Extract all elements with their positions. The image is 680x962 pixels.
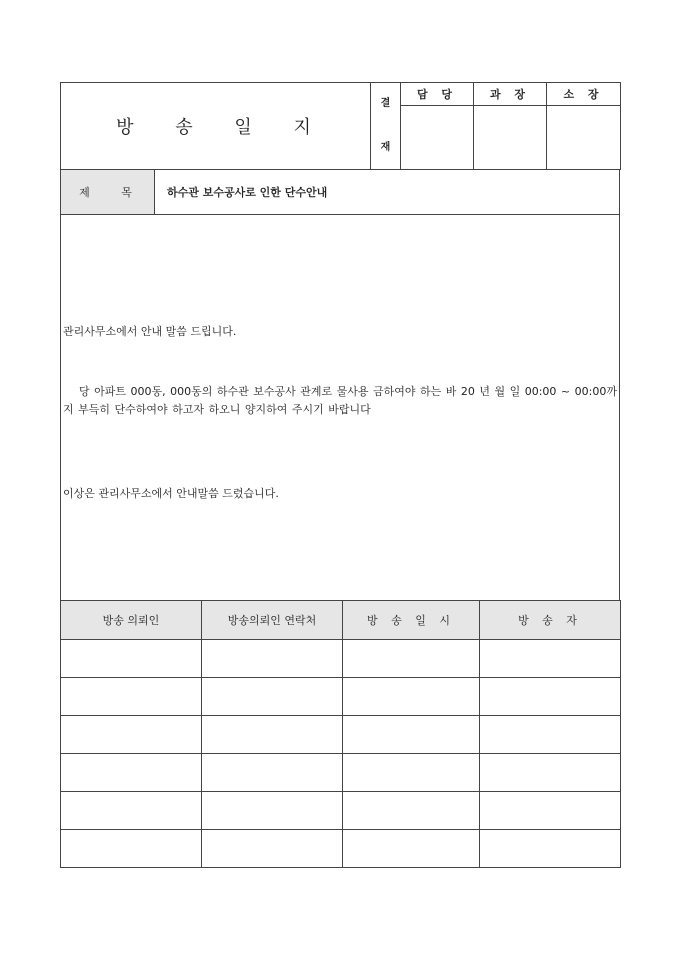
approver-manager-label: 과 장 bbox=[474, 83, 547, 106]
requester-contact-cell[interactable] bbox=[202, 754, 343, 792]
approver-manager-sign-box[interactable] bbox=[474, 106, 547, 170]
approver-staff-sign-box[interactable] bbox=[401, 106, 474, 170]
requester-contact-cell[interactable] bbox=[202, 716, 343, 754]
notice-text: 당 아파트 000동, 000동의 하수관 보수공사 관계로 물사용 금하여야 하는 바 20 년 월 일 00:00 ~ 00:00까지 부득히 단수하여야 하고자 하오니 양지하여 주시기 바랍니다 bbox=[63, 385, 617, 416]
form-header bbox=[60, 82, 621, 170]
broadcast-datetime-cell[interactable] bbox=[343, 792, 480, 830]
table-row bbox=[61, 830, 621, 868]
table-row bbox=[61, 640, 621, 678]
requester-cell[interactable] bbox=[61, 716, 202, 754]
greeting-text: 관리사무소에서 안내 말씀 드립니다. bbox=[63, 325, 237, 338]
broadcast-datetime-cell[interactable] bbox=[343, 678, 480, 716]
broadcast-datetime-cell[interactable] bbox=[343, 830, 480, 868]
approval-label-top: 결 bbox=[380, 98, 391, 109]
column-broadcaster: 방 송 자 bbox=[480, 601, 621, 640]
requester-cell[interactable] bbox=[61, 754, 202, 792]
approver-staff-label: 담 당 bbox=[401, 83, 474, 106]
table-row bbox=[61, 716, 621, 754]
requester-contact-cell[interactable] bbox=[202, 678, 343, 716]
broadcaster-cell[interactable] bbox=[480, 792, 621, 830]
broadcast-datetime-cell[interactable] bbox=[343, 716, 480, 754]
closing-text: 이상은 관리사무소에서 안내말씀 드렸습니다. bbox=[63, 487, 279, 500]
broadcast-datetime-cell[interactable] bbox=[343, 754, 480, 792]
requester-contact-cell[interactable] bbox=[202, 792, 343, 830]
broadcaster-cell[interactable] bbox=[480, 716, 621, 754]
broadcaster-cell[interactable] bbox=[480, 754, 621, 792]
requester-contact-cell[interactable] bbox=[202, 830, 343, 868]
body-section bbox=[60, 214, 620, 601]
table-row bbox=[61, 792, 621, 830]
column-requester-contact: 방송의뢰인 연락처 bbox=[202, 601, 343, 640]
approval-label bbox=[371, 83, 401, 170]
table-row bbox=[61, 678, 621, 716]
broadcast-log-table bbox=[60, 600, 621, 868]
requester-cell[interactable] bbox=[61, 678, 202, 716]
column-requester: 방송 의뢰인 bbox=[61, 601, 202, 640]
subject-value[interactable]: 하수관 보수공사로 인한 단수안내 bbox=[155, 170, 620, 215]
table-row bbox=[61, 754, 621, 792]
broadcaster-cell[interactable] bbox=[480, 678, 621, 716]
body-content[interactable] bbox=[61, 215, 620, 601]
approver-director-sign-box[interactable] bbox=[547, 106, 621, 170]
log-header-row bbox=[61, 601, 621, 640]
broadcast-datetime-cell[interactable] bbox=[343, 640, 480, 678]
requester-cell[interactable] bbox=[61, 640, 202, 678]
subject-row bbox=[60, 169, 620, 215]
subject-label: 제 목 bbox=[61, 170, 155, 215]
broadcaster-cell[interactable] bbox=[480, 830, 621, 868]
requester-cell[interactable] bbox=[61, 830, 202, 868]
broadcaster-cell[interactable] bbox=[480, 640, 621, 678]
broadcast-log-form bbox=[60, 82, 620, 868]
approval-label-bottom: 재 bbox=[380, 142, 391, 153]
requester-contact-cell[interactable] bbox=[202, 640, 343, 678]
approver-director-label: 소 장 bbox=[547, 83, 621, 106]
column-broadcast-datetime: 방 송 일 시 bbox=[343, 601, 480, 640]
requester-cell[interactable] bbox=[61, 792, 202, 830]
form-title: 방 송 일 지 bbox=[61, 83, 371, 170]
